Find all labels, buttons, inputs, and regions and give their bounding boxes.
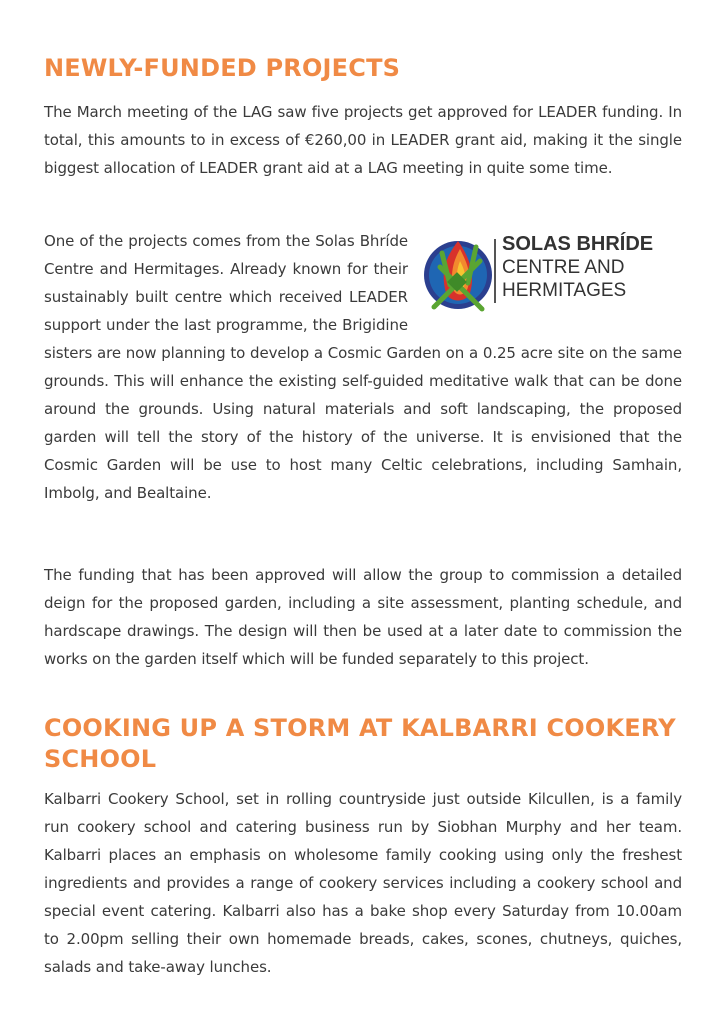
logo-line-3: HERMITAGES [502, 280, 627, 301]
logo-line-1: SOLAS BHRÍDE [502, 233, 654, 255]
section-heading-kalbarri: COOKING UP A STORM AT KALBARRI COOKERY SCHOOL [44, 714, 676, 773]
logo-divider [494, 239, 496, 303]
paragraph-funding-approved: The funding that has been approved will allow the group to commission a detailed deign for the proposed garden, including a site assessment, planting schedule, and hardscape drawings. The design will then be used at a later date to commission the works on the garden itself which will be funded separately to this project. [44, 566, 682, 668]
logo-wordmark [502, 233, 653, 302]
solas-bhride-logo [420, 227, 682, 331]
paragraph-solas-bhride: One of the projects comes from the Solas Bhríde Centre and Hermitages. Already known for their sustainably built centre which received LEADER support under the last programme, the Brigidine sisters are now planning to develop a Cosmic Garden on a 0.25 acre site on the same grounds. This will enhance the existing self-guided meditative walk that can be done around the grounds. Using natural materials and soft landscaping, the proposed garden will tell the story of the history of the universe. It is envisioned that the Cosmic Garden will be use to host many Celtic celebrations, including Samhain, Imbolg, and Bealtaine. [44, 232, 682, 502]
section-heading-newly-funded: NEWLY-FUNDED PROJECTS [44, 54, 401, 82]
solas-bhride-article [44, 227, 682, 507]
paragraph-lag-meeting: The March meeting of the LAG saw five projects get approved for LEADER funding. In total, this amounts to in excess of €260,00 in LEADER grant aid, making it the single biggest allocation of LEADER grant aid at a LAG meeting in quite some time. [44, 103, 682, 177]
brigid-cross-flame-icon [420, 227, 498, 331]
paragraph-kalbarri: Kalbarri Cookery School, set in rolling countryside just outside Kilcullen, is a family run cookery school and catering business run by Siobhan Murphy and her team. Kalbarri places an emphasis on wholesome family cooking using only the freshest ingredients and provides a range of cookery services including a cookery school and special event catering. Kalbarri also has a bake shop every Saturday from 10.00am to 2.00pm selling their own homemade breads, cakes, scones, chutneys, quiches, salads and take-away lunches. [44, 790, 682, 976]
logo-line-2: CENTRE AND [502, 257, 625, 278]
